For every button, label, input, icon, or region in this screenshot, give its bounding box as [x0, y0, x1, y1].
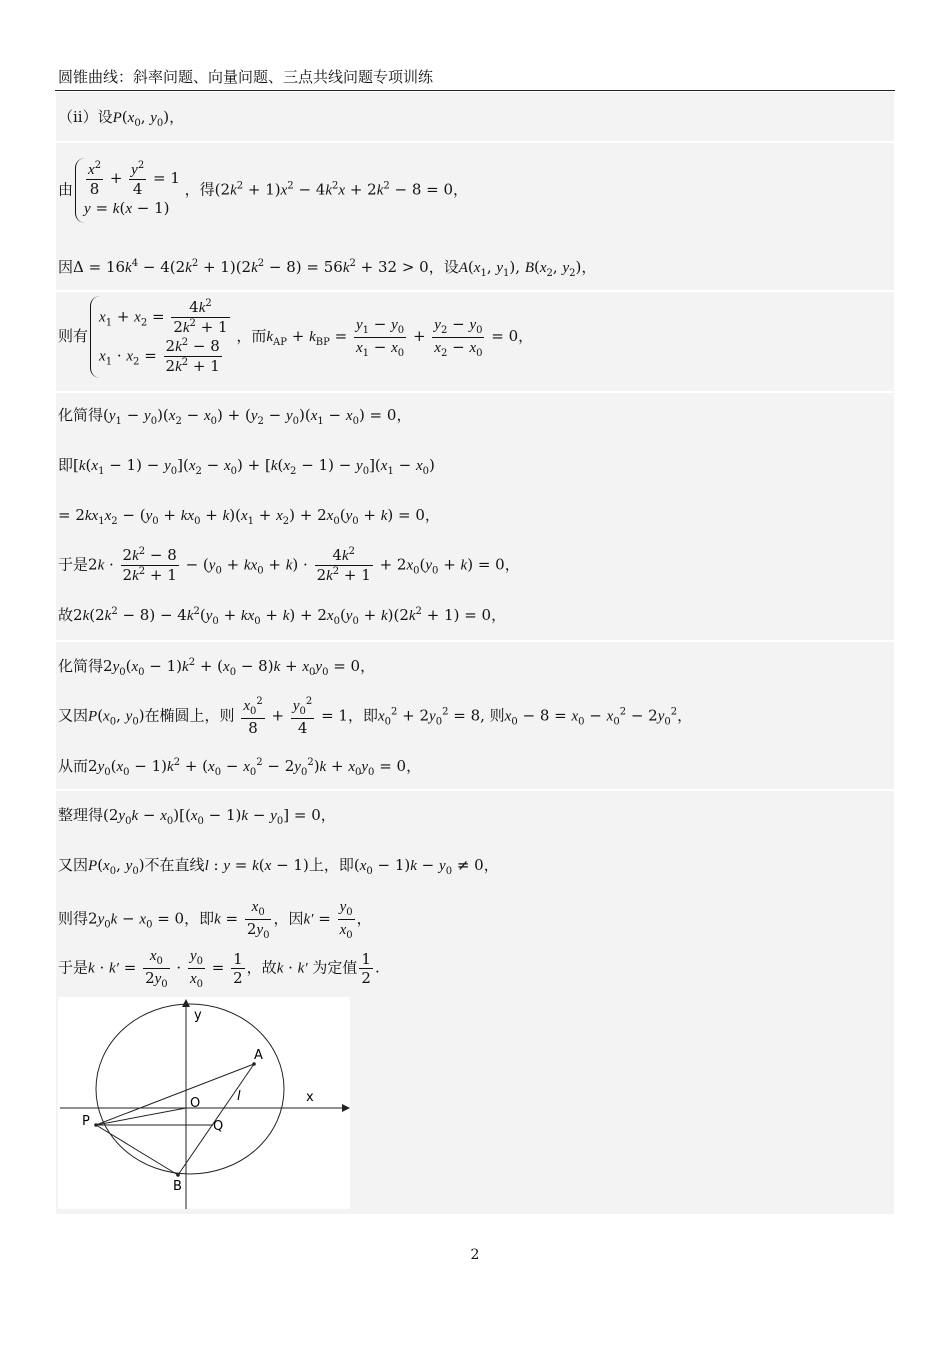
- solution-step: 于是2k · $\frac{2k^2 - 8}{2k^2 + 1}$ − $(y_0 + kx_0 + k)$ · $\frac{4k^2}{2k^2 + 1}$ + $2x_0(y_0 + k) = 0$，: [58, 546, 520, 584]
- label-B: B: [173, 1179, 182, 1194]
- solution-step: 由 $\frac{x^2}{8}$ + $\frac{y^2}{4}$ = 1 y = k(x − 1) ，得$(2k^2 + 1)x^2 - 4k^2x + 2k^2 - 8 = 0$，: [58, 158, 468, 223]
- label-A: A: [254, 1048, 263, 1063]
- solution-step: 则有 $x_1 + x_2$ = $\frac{4k^2}{2k^2 + 1}$ $x_1 \cdot x_2$ = $\frac{2k^2 - 8}{2k^2 + 1}$ ，而$k_{AP} + k_{BP}$ = $\frac{y_1 - y_0}{x_1 - x_0}$ + $\frac{y_2 - y_0}{x_2 - x_0}$ = 0，: [58, 296, 533, 378]
- segment-PA: [96, 1064, 254, 1125]
- label-x: x: [306, 1090, 314, 1105]
- segment-PB: [96, 1125, 178, 1175]
- page-number: 2: [470, 1247, 480, 1263]
- solution-step: 于是k · k′ = $\frac{x_0}{2y_0}$ · $\frac{y_0}{x_0}$ = $\frac{1}{2}$ ，故k · k′ 为定值 $\frac{1}{2}$ .: [58, 948, 380, 990]
- point-B: [176, 1173, 180, 1177]
- label-O: O: [190, 1096, 201, 1111]
- label-l: l: [237, 1089, 241, 1104]
- y-axis-arrow: [182, 999, 190, 1007]
- solution-step: 化简得$(y_1 - y_0)(x_2 - x_0) + (y_2 - y_0)(x_1 - x_0) = 0$，: [58, 406, 412, 427]
- solution-step: 整理得$(2y_0k - x_0)[(x_0 - 1)k - y_0] = 0$，: [58, 806, 336, 827]
- solution-step: = $2kx_1x_2 - (y_0 + kx_0 + k)(x_1 + x_2) + 2x_0(y_0 + k) = 0$，: [58, 506, 440, 527]
- label-y: y: [194, 1008, 202, 1023]
- solution-step: 因$\Delta = 16k^4 - 4(2k^2 + 1)(2k^2 - 8) = 56k^2 + 32 > 0$，设$A(x_1$, $y_1$), $B(x_2$, $y_2$)，: [58, 258, 597, 279]
- header-rule: [55, 90, 895, 91]
- solution-step: 从而$2y_0(x_0 - 1)k^2 + (x_0 - x_0^2 - 2y_0^2)k + x_0y_0 = 0$，: [58, 757, 422, 778]
- solution-step: 又因$P(x_0$, $y_0$)不在直线l : y = k(x − 1)上，即$(x_0 - 1)k - y_0 \ne 0$，: [58, 856, 499, 877]
- solution-step: （ii）设$P(x_0$, $y_0$)，: [58, 108, 185, 129]
- solution-step: 故$2k(2k^2 - 8) - 4k^2(y_0 + kx_0 + k) + 2x_0(y_0 + k)(2k^2 + 1) = 0$，: [58, 606, 507, 627]
- label-Q: Q: [213, 1119, 224, 1134]
- solution-step: 化简得$2y_0(x_0 - 1)k^2 + (x_0 - 8)k + x_0y_0 = 0$，: [58, 657, 376, 678]
- solution-step: 又因$P(x_0$, $y_0$)在椭圆上，则 $\frac{x_0^2}{8}$ + $\frac{y_0^2}{4}$ = 1，即$x_0^2 + 2y_0^2 = 8$, 则$x_0 - 8 = x_0 - x_0^2 - 2y_0^2$，: [58, 696, 693, 737]
- solution-step: 即$[k(x_1 - 1) - y_0](x_2 - x_0) + [k(x_2 - 1) - y_0](x_1 - x_0)$: [58, 456, 435, 477]
- x-axis-arrow: [342, 1104, 350, 1112]
- page-header: 圆锥曲线：斜率问题、向量问题、三点共线问题专项训练: [58, 68, 434, 86]
- segment-PO: [96, 1108, 186, 1125]
- label-P: P: [82, 1114, 90, 1129]
- solution-step: 则得$2y_0k - x_0 = 0$，即k = $\frac{x_0}{2y_0}$ ，因k′ = $\frac{y_0}{x_0}$ ，: [58, 899, 372, 941]
- ellipse-diagram: [58, 997, 350, 1209]
- point-P: [94, 1123, 98, 1127]
